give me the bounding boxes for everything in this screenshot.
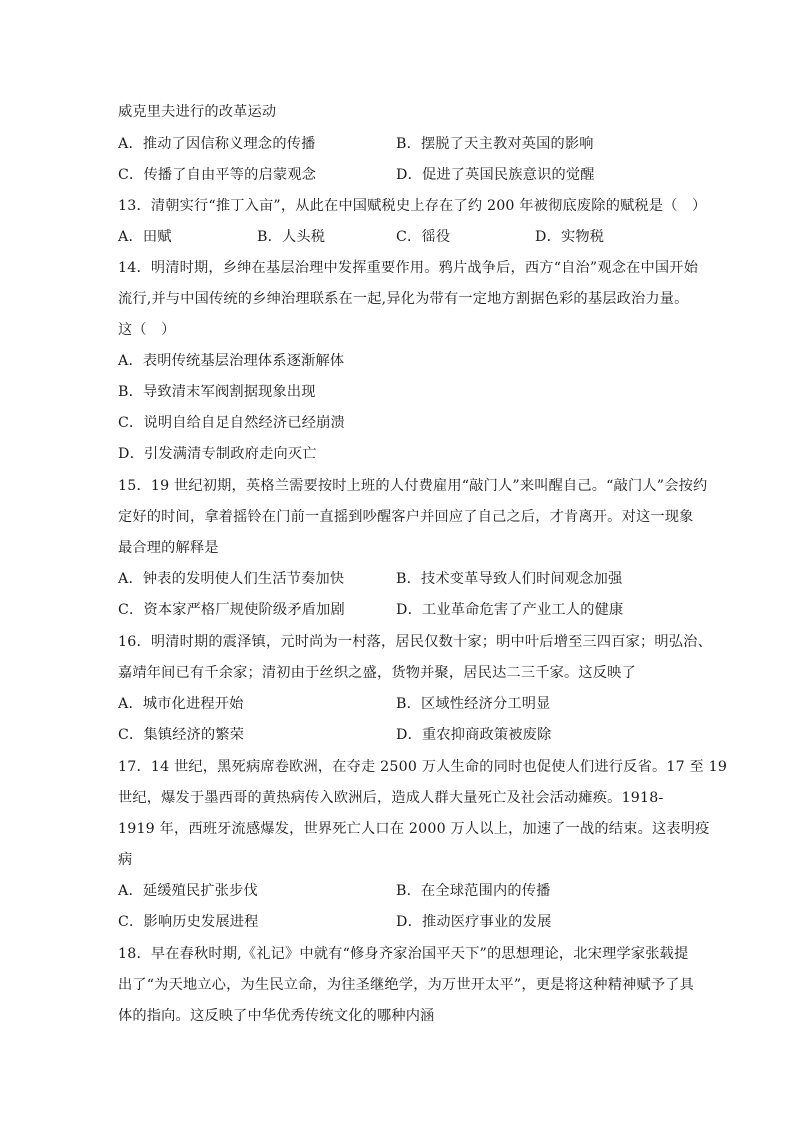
q14-stem-line-2: 流行,并与中国传统的乡绅治理联系在一起,异化为带有一定地方割据色彩的基层政治力量。 — [118, 291, 689, 307]
q15-option-d[interactable]: D．工业革命危害了产业工人的健康 — [396, 602, 624, 618]
q13-option-d[interactable]: D．实物税 — [535, 229, 605, 245]
q18-stem-line-1: 18．早在春秋时期,《礼记》中就有“修身齐家治国平天下”的思想理论，北宋理学家张载提 — [118, 946, 689, 962]
q14-stem-line-3: 这（ ） — [118, 322, 176, 338]
q18-stem-line-2: 出了“为天地立心，为生民立命，为往圣继绝学，为万世开太平”，更是将这种精神赋予了具 — [118, 977, 695, 993]
q15-stem-line-1: 15．19 世纪初期，英格兰需要按时上班的人付费雇用“敲门人”来叫醒自己。“敲门人”会按约 — [118, 478, 708, 494]
q13-option-a[interactable]: A．田赋 — [118, 229, 172, 245]
q17-stem-line-4: 病 — [118, 852, 133, 868]
q12-option-c[interactable]: C．传播了自由平等的启蒙观念 — [118, 167, 317, 183]
q17-stem-line-1: 17．14 世纪，黑死病席卷欧洲，在夺走 2500 万人生命的同时也促使人们进行反省。17 至 19 — [118, 759, 728, 775]
q17-options-row-1 — [0, 881, 794, 901]
q14-option-c[interactable]: C．说明自给自足自然经济已经崩溃 — [118, 415, 345, 431]
q17-option-b[interactable]: B．在全球范围内的传播 — [396, 883, 551, 899]
q12-option-a[interactable]: A．推动了因信称义理念的传播 — [118, 136, 316, 152]
q12-options-row-2 — [0, 165, 794, 185]
q13-option-c[interactable]: C．徭役 — [396, 229, 451, 245]
q17-options-row-2 — [0, 912, 794, 932]
q18-stem-line-3: 体的指向。这反映了中华优秀传统文化的哪种内涵 — [118, 1008, 435, 1024]
q15-option-c[interactable]: C．资本家严格厂规使阶级矛盾加剧 — [118, 602, 345, 618]
q13-stem: 13．清朝实行“推丁入亩”，从此在中国赋税史上存在了约 200 年被彻底废除的赋税是（ ） — [118, 198, 707, 214]
q15-stem-line-2: 定好的时间，拿着摇铃在门前一直摇到吵醒客户并回应了自己之后，才肯离开。对这一现象 — [118, 509, 694, 525]
q17-option-d[interactable]: D．推动医疗事业的发展 — [396, 914, 552, 930]
q14-option-a[interactable]: A．表明传统基层治理体系逐渐解体 — [118, 353, 345, 369]
q15-options-row-1 — [0, 569, 794, 589]
q13-option-b[interactable]: B．人头税 — [257, 229, 326, 245]
q15-options-row-2 — [0, 600, 794, 620]
q13-options-row — [0, 227, 794, 247]
q17-stem-line-2: 世纪，爆发于墨西哥的黄热病传入欧洲后，造成人群大量死亡及社会活动瘫痪。1918- — [118, 790, 664, 806]
q16-option-c[interactable]: C．集镇经济的繁荣 — [118, 727, 245, 743]
q14-stem-line-1: 14．明清时期，乡绅在基层治理中发挥重要作用。鸦片战争后，西方“自治”观念在中国开始 — [118, 260, 699, 276]
q15-option-b[interactable]: B．技术变革导致人们时间观念加强 — [396, 571, 623, 587]
q16-option-d[interactable]: D．重农抑商政策被废除 — [396, 727, 552, 743]
q12-option-b[interactable]: B．摆脱了天主教对英国的影响 — [396, 136, 594, 152]
intro-line: 威克里夫进行的改革运动 — [118, 104, 277, 120]
q14-option-b[interactable]: B．导致清末军阀割据现象出现 — [118, 384, 316, 400]
q17-option-c[interactable]: C．影响历史发展进程 — [118, 914, 259, 930]
q14-option-d[interactable]: D．引发满清专制政府走向灭亡 — [118, 446, 317, 462]
q16-stem-line-1: 16．明清时期的震泽镇，元时尚为一村落，居民仅数十家；明中叶后增至三四百家；明弘治、 — [118, 634, 712, 650]
q17-stem-line-3: 1919 年，西班牙流感爆发，世界死亡人口在 2000 万人以上，加速了一战的结束。这表明疫 — [118, 821, 710, 837]
q15-option-a[interactable]: A．钟表的发明使人们生活节奏加快 — [118, 571, 345, 587]
q16-option-b[interactable]: B．区域性经济分工明显 — [396, 696, 551, 712]
q16-options-row-2 — [0, 725, 794, 745]
q17-option-a[interactable]: A．延缓殖民扩张步伐 — [118, 883, 258, 899]
q16-stem-line-2: 嘉靖年间已有千余家；清初由于丝织之盛，货物并聚，居民达二三千家。这反映了 — [118, 665, 636, 681]
q16-option-a[interactable]: A．城市化进程开始 — [118, 696, 244, 712]
q12-option-d[interactable]: D．促进了英国民族意识的觉醒 — [396, 167, 595, 183]
q15-stem-line-3: 最合理的解释是 — [118, 540, 219, 556]
q16-options-row-1 — [0, 694, 794, 714]
q12-options-row-1 — [0, 134, 794, 154]
